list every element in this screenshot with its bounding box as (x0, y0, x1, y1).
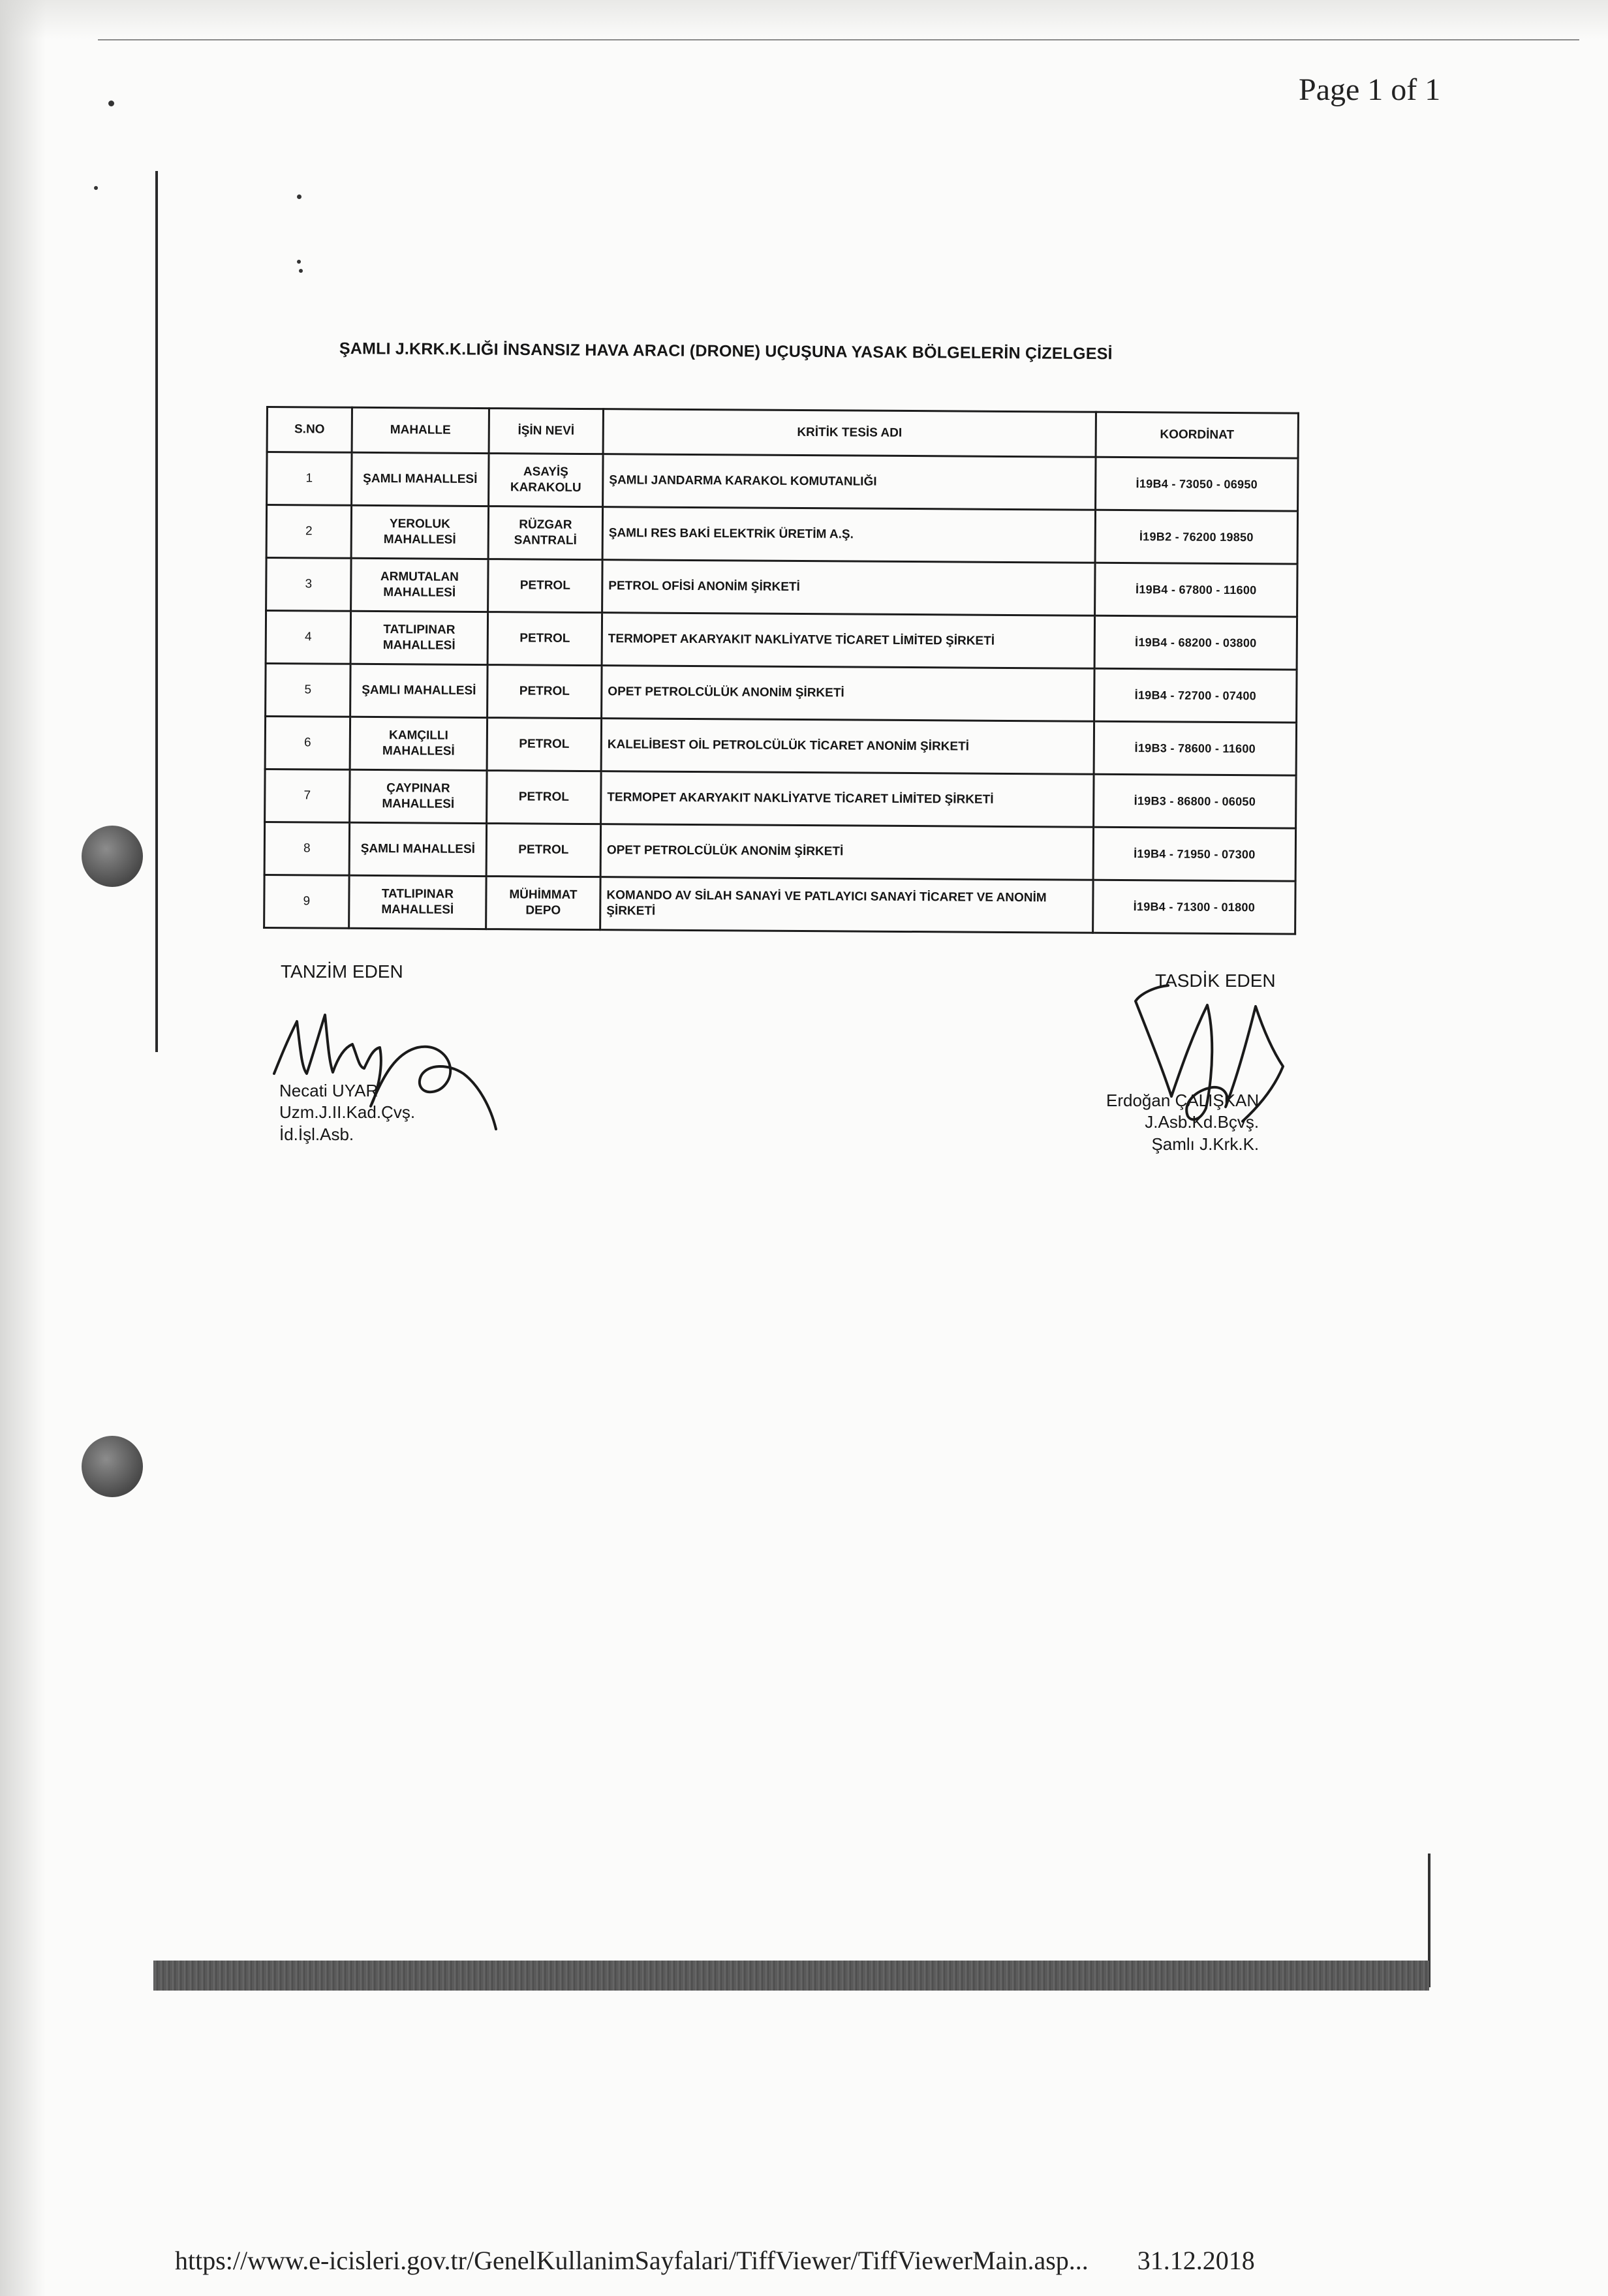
cell-tesis: TERMOPET AKARYAKIT NAKLİYATVE TİCARET LİMİTED ŞİRKETİ (602, 613, 1094, 669)
cell-tesis: ŞAMLI JANDARMA KARAKOL KOMUTANLIĞI (603, 454, 1096, 510)
cell-koordinat: İ19B4 - 71950 - 07300 (1093, 827, 1295, 881)
cell-koordinat: İ19B4 - 67800 - 11600 (1095, 563, 1297, 617)
scan-speck (299, 269, 303, 273)
signer-role: İd.İşl.Asb. (279, 1124, 354, 1144)
signer-role: Şamlı J.Krk.K. (1151, 1134, 1260, 1154)
cell-tesis: OPET PETROLCÜLÜK ANONİM ŞİRKETİ (602, 666, 1094, 722)
cell-koordinat: İ19B4 - 71300 - 01800 (1093, 880, 1295, 934)
document-title: ŞAMLI J.KRK.K.LIĞI İNSANSIZ HAVA ARACI (DRONE) UÇUŞUNA YASAK BÖLGELERİN ÇİZELGESİ (339, 339, 1113, 364)
cell-sno: 3 (266, 558, 351, 612)
cell-tesis: PETROL OFİSİ ANONİM ŞİRKETİ (602, 560, 1095, 616)
scan-speck (297, 260, 301, 264)
scan-shadow-left (0, 0, 46, 2296)
cell-koordinat: İ19B3 - 78600 - 11600 (1094, 721, 1296, 775)
page-footer (175, 2245, 1255, 2276)
cell-tesis: ŞAMLI RES BAKİ ELEKTRİK ÜRETİM A.Ş. (602, 507, 1095, 563)
cell-sno: 8 (264, 822, 349, 875)
cell-sno: 4 (266, 611, 350, 664)
cell-mahalle: ÇAYPINAR MAHALLESİ (350, 769, 487, 823)
cell-nevi: PETROL (488, 559, 602, 613)
margin-line (155, 171, 158, 1052)
cell-koordinat: İ19B4 - 73050 - 06950 (1096, 457, 1298, 511)
punch-hole-lower (82, 1436, 143, 1497)
cell-mahalle: ŞAMLI MAHALLESİ (352, 452, 489, 506)
cell-tesis: TERMOPET AKARYAKIT NAKLİYATVE TİCARET LİMİTED ŞİRKETİ (601, 771, 1094, 828)
scan-shadow-top (0, 0, 1608, 39)
scan-speck (94, 186, 98, 190)
punch-hole-upper (82, 826, 143, 887)
table-row (265, 717, 1296, 776)
cell-mahalle: ŞAMLI MAHALLESİ (350, 664, 487, 717)
cell-mahalle: KAMÇILLI MAHALLESİ (350, 717, 487, 770)
cell-koordinat: İ19B4 - 68200 - 03800 (1094, 615, 1297, 670)
scan-speck (297, 194, 302, 199)
cell-sno: 5 (266, 664, 350, 717)
cell-tesis: OPET PETROLCÜLÜK ANONİM ŞİRKETİ (600, 824, 1093, 880)
signer-name: Necati UYAR (279, 1081, 379, 1100)
prepared-by-details (279, 1080, 415, 1145)
cell-nevi: PETROL (487, 612, 602, 666)
page-indicator: Page 1 of 1 (1299, 72, 1441, 107)
cell-nevi: MÜHİMMAT DEPO (486, 877, 600, 930)
page-top-rule (98, 39, 1579, 40)
cell-nevi: RÜZGAR SANTRALİ (488, 506, 602, 560)
col-header-koordinat: KOORDİNAT (1096, 412, 1298, 458)
cell-sno: 6 (265, 717, 350, 770)
cell-sno: 7 (265, 769, 350, 822)
cell-sno: 1 (267, 452, 352, 506)
restricted-zones-table-wrapper (263, 406, 1299, 935)
cell-koordinat: İ19B4 - 72700 - 07400 (1094, 668, 1297, 722)
table-header-row (267, 407, 1298, 459)
prepared-by-label: TANZİM EDEN (281, 961, 403, 982)
table-row (267, 452, 1298, 512)
cell-nevi: PETROL (487, 665, 602, 719)
cell-tesis: KOMANDO AV SİLAH SANAYİ VE PATLAYICI SANAYİ TİCARET VE ANONİM ŞİRKETİ (600, 877, 1093, 933)
cell-mahalle: ARMUTALAN MAHALLESİ (351, 558, 488, 612)
cell-nevi: ASAYİŞ KARAKOLU (489, 454, 603, 507)
scan-bottom-bar (153, 1961, 1429, 1991)
cell-sno: 2 (266, 505, 351, 559)
cell-koordinat: İ19B2 - 76200 19850 (1095, 510, 1297, 564)
table-row (264, 875, 1295, 934)
table-row (266, 505, 1297, 565)
footer-url: https://www.e-icisleri.gov.tr/GenelKullanimSayfalari/TiffViewer/TiffViewerMain.asp... (175, 2246, 1089, 2275)
cell-koordinat: İ19B3 - 86800 - 06050 (1094, 774, 1296, 828)
table-row (265, 769, 1296, 828)
approved-by-label: TASDİK EDEN (1155, 970, 1276, 991)
cell-mahalle: YEROLUK MAHALLESİ (351, 505, 488, 559)
col-header-sno: S.NO (267, 407, 352, 453)
signer-name: Erdoğan ÇALIŞKAN (1106, 1091, 1260, 1110)
cell-mahalle: ŞAMLI MAHALLESİ (349, 822, 486, 876)
cell-nevi: PETROL (487, 718, 601, 771)
footer-date: 31.12.2018 (1137, 2246, 1255, 2275)
scan-speck (108, 101, 114, 106)
cell-mahalle: TATLIPINAR MAHALLESİ (350, 611, 487, 664)
col-header-tesis: KRİTİK TESİS ADI (603, 409, 1096, 458)
approved-by-details (1106, 1090, 1259, 1155)
restricted-zones-table (263, 406, 1299, 935)
table-row (266, 611, 1297, 670)
signer-rank: Uzm.J.II.Kad.Çvş. (279, 1102, 416, 1123)
cell-nevi: PETROL (487, 771, 601, 824)
signer-rank: J.Asb.Kd.Bçvş. (1145, 1112, 1260, 1132)
table-row (266, 558, 1297, 617)
col-header-mahalle: MAHALLE (352, 407, 489, 453)
cell-sno: 9 (264, 875, 349, 928)
table-row (264, 822, 1295, 881)
cell-tesis: KALELİBEST OİL PETROLCÜLÜK TİCARET ANONİM ŞİRKETİ (601, 719, 1094, 775)
col-header-nevi: İŞİN NEVİ (489, 409, 603, 454)
cell-mahalle: TATLIPINAR MAHALLESİ (349, 875, 486, 929)
table-row (266, 664, 1297, 723)
cell-nevi: PETROL (486, 824, 600, 877)
